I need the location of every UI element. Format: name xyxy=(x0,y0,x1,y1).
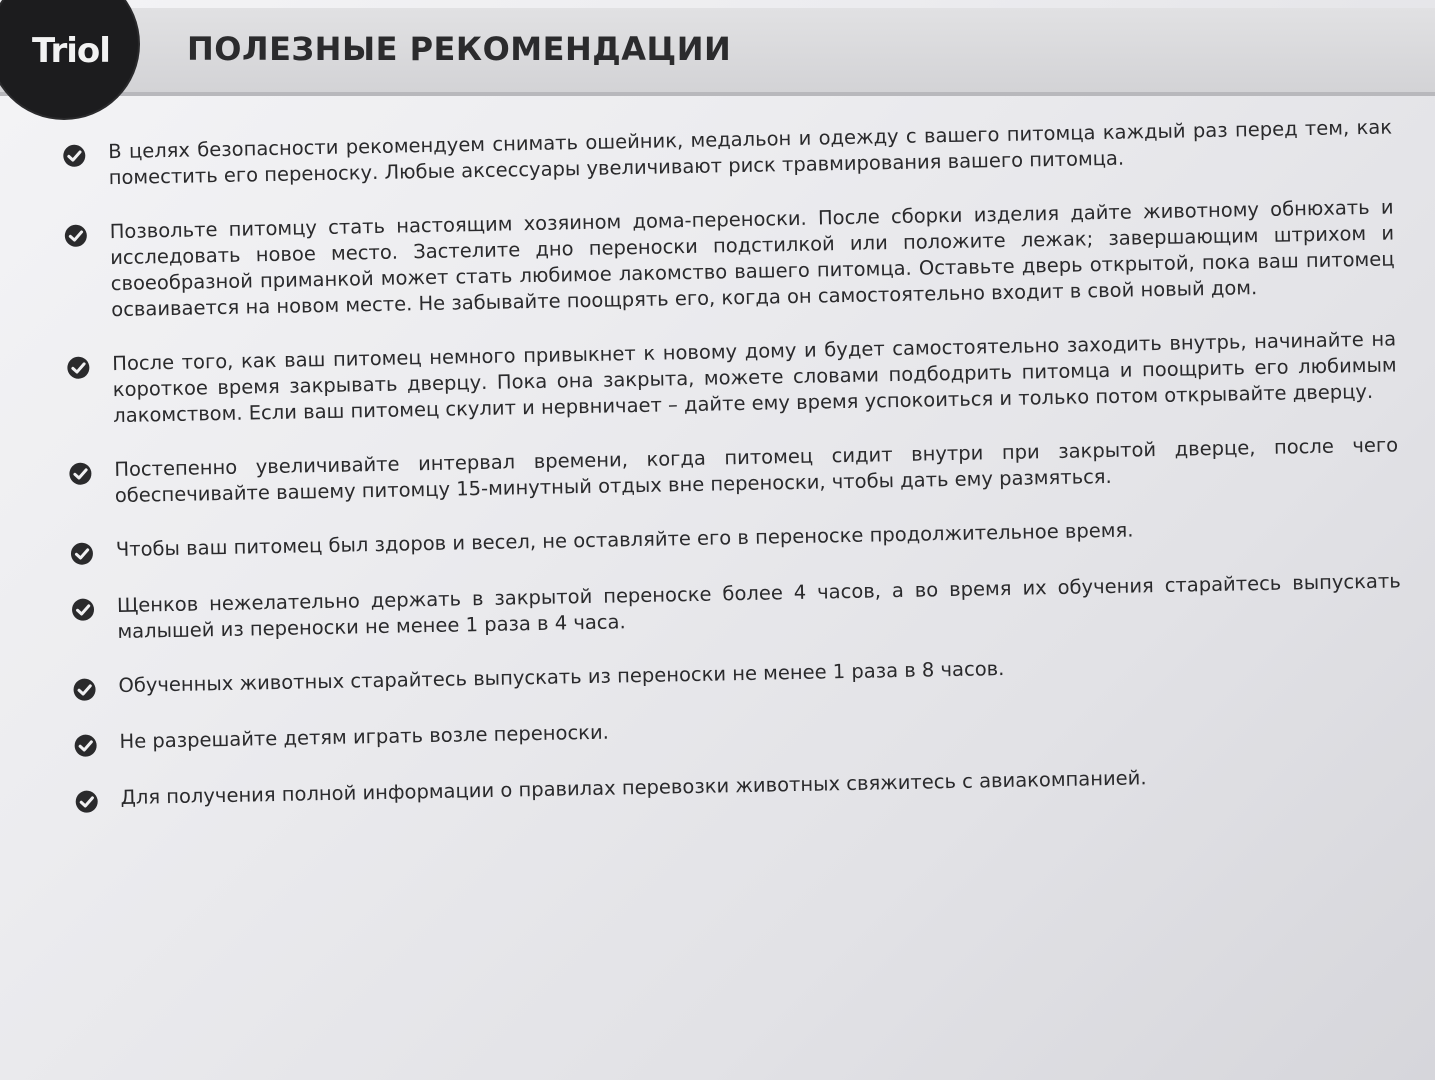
check-circle-icon xyxy=(68,461,92,485)
check-circle-icon xyxy=(73,733,97,757)
recommendation-text: В целях безопасности рекомендуем снимать ошейник, медальон и одежду с вашего питомца каждый раз перед тем, как поместить его переноску. Любые аксессуары увеличивают риск травмирования вашего питомца. xyxy=(108,115,1393,190)
recommendation-text: После того, как ваш питомец немного привыкнет к новому дому и будет самостоятельно заходить внутрь, начинайте на короткое время закрывать дверцу. Пока она закрыта, можете словами подбодрить питомца и поощрить его любимым лакомством. Если ваш питомец скулит и нервничает – дайте ему время успокоиться и только потом открывайте дверцу. xyxy=(112,327,1397,428)
recommendation-text: Не разрешайте детям играть возле переноски. xyxy=(119,720,610,754)
list-item xyxy=(73,704,1403,758)
list-item xyxy=(64,194,1396,324)
list-item xyxy=(66,326,1397,430)
logo-text: Triol xyxy=(32,31,110,71)
recommendations-list xyxy=(62,114,1405,841)
list-item xyxy=(70,512,1400,566)
check-circle-icon xyxy=(66,355,90,379)
list-item xyxy=(74,760,1404,814)
list-item xyxy=(72,648,1402,702)
check-circle-icon xyxy=(72,677,96,701)
recommendation-text: Постепенно увеличивайте интервал времени, когда питомец сидит внутри при закрытой дверце, после чего обеспечивайте вашему питомцу 15-минутный отдых вне переноски, чтобы дать ему размяться. xyxy=(114,433,1399,508)
list-item xyxy=(62,114,1393,192)
recommendation-text: Щенков нежелательно держать в закрытой переноске более 4 часов, а во время их обучения старайтесь выпускать малышей из переноски не менее 1 раза в 4 часа. xyxy=(116,569,1401,644)
check-circle-icon xyxy=(64,224,88,248)
list-item xyxy=(71,568,1402,646)
recommendation-text: Для получения полной информации о правилах перевозки животных свяжитесь с авиакомпанией. xyxy=(120,766,1147,809)
recommendation-text: Обученных животных старайтесь выпускать из переноски не менее 1 раза в 8 часов. xyxy=(118,657,1005,698)
check-circle-icon xyxy=(62,144,86,168)
check-circle-icon xyxy=(74,789,98,813)
page-title: ПОЛЕЗНЫЕ РЕКОМЕНДАЦИИ xyxy=(187,30,732,68)
check-circle-icon xyxy=(71,597,95,621)
recommendation-text: Позвольте питомцу стать настоящим хозяином дома-переноски. После сборки изделия дайте животному обнюхать и исследовать новое место. Застелите дно переноски подстилкой или положите лежак; завершающим штрихом и своеобразной приманкой может стать любимое лакомство вашего питомца. Оставьте дверь открытой, пока ваш питомец осваивается на новом месте. Не забывайте поощрять его, когда он самостоятельно входит в свой новый дом. xyxy=(109,195,1395,322)
list-item xyxy=(68,432,1399,510)
check-circle-icon xyxy=(70,541,94,565)
triol-logo xyxy=(0,0,138,118)
recommendation-text: Чтобы ваш питомец был здоров и весел, не оставляйте его в переноске продолжительное время. xyxy=(115,518,1134,562)
